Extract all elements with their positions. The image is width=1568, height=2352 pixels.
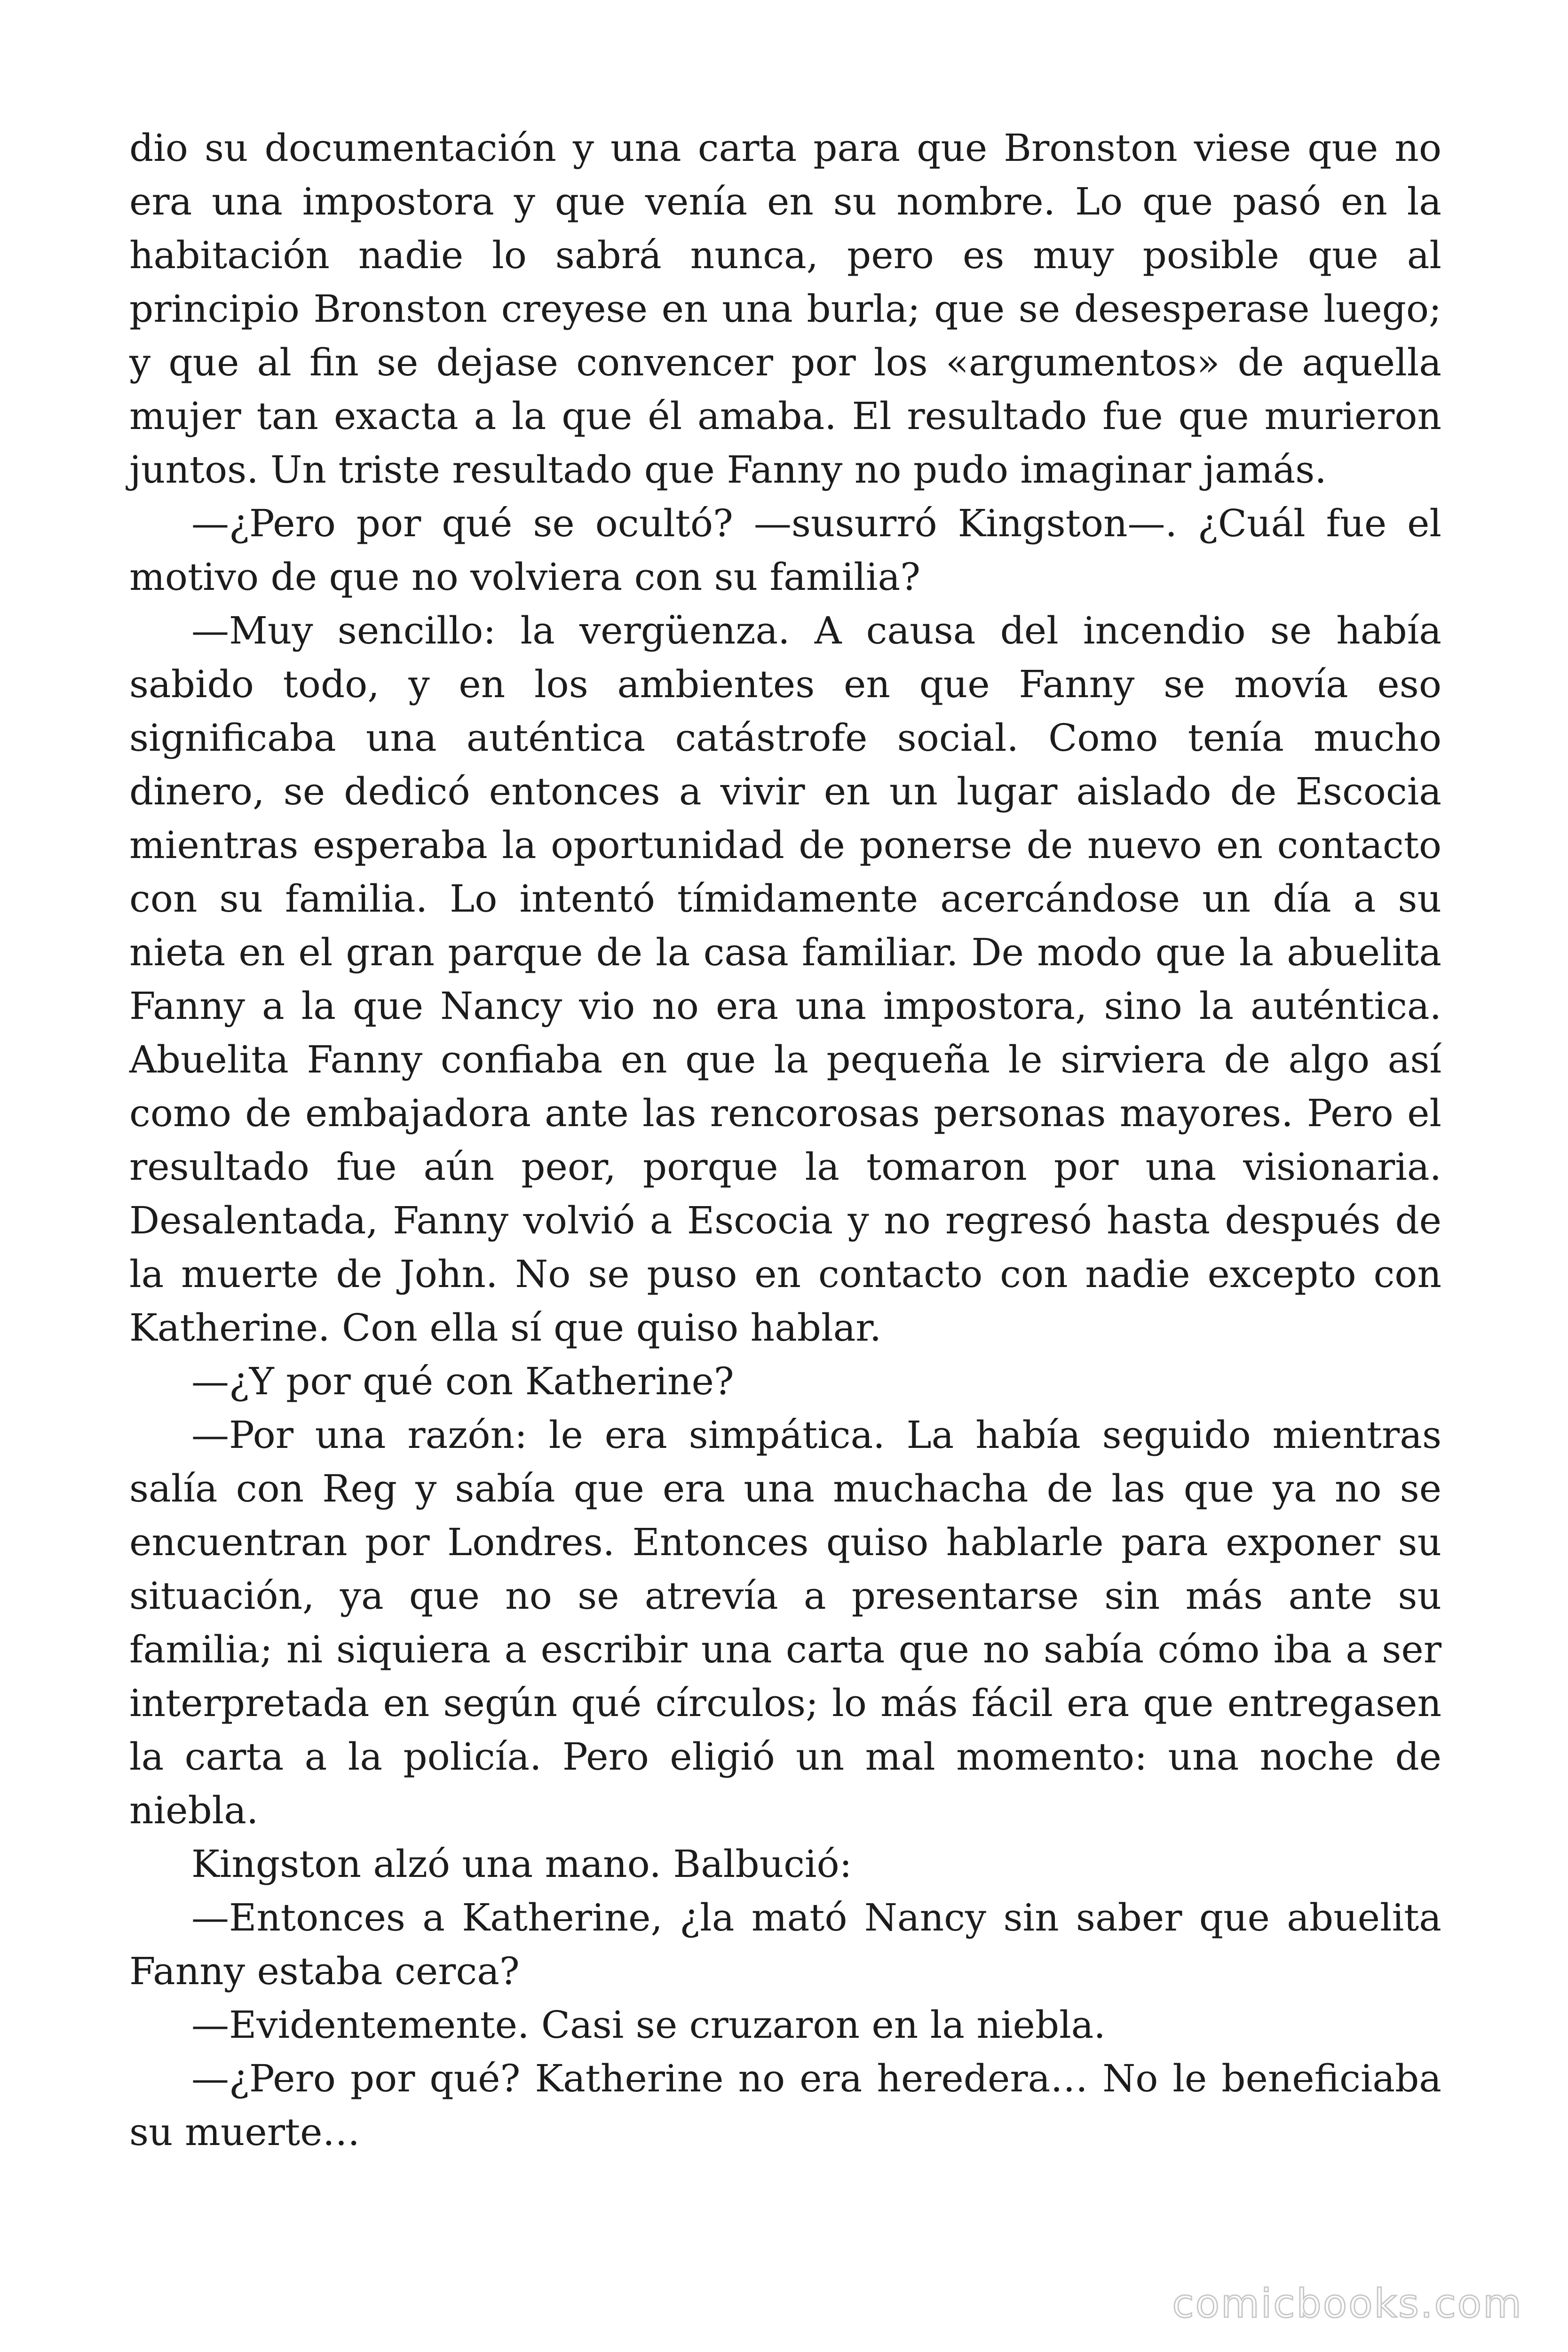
paragraph: —¿Pero por qué se ocultó? —susurró Kingston—. ¿Cuál fue el motivo de que no volviera con su familia? (129, 501, 1441, 599)
paragraph: —Entonces a Katherine, ¿la mató Nancy sin saber que abuelita Fanny estaba cerca? (129, 1896, 1441, 1993)
page-body (129, 121, 1441, 2159)
paragraph: —¿Y por qué con Katherine? (191, 1359, 734, 1403)
paragraph: —Por una razón: le era simpática. La había seguido mientras salía con Reg y sabía que era una muchacha de las que ya no se encuentran por Londres. Entonces quiso hablarle para exponer su situación, ya que no se atrevía a presentarse sin más ante su familia; ni siquiera a escribir una carta que no sabía cómo iba a ser interpretada en según qué círculos; lo más fácil era que entregasen la carta a la policía. Pero eligió un mal momento: una noche de niebla. (129, 1413, 1441, 1832)
watermark: comicbooks.com (1172, 2280, 1523, 2327)
paragraph: —Evidentemente. Casi se cruzaron en la niebla. (191, 2003, 1106, 2047)
paragraph: Kingston alzó una mano. Balbució: (191, 1842, 852, 1886)
paragraph: dio su documentación y una carta para que Bronston viese que no era una impostora y que venía en su nombre. Lo que pasó en la habitación nadie lo sabrá nunca, pero es muy posible que al principio Bronston creyese en una burla; que se desesperase luego; y que al fin se dejase convencer por los «argumentos» de aquella mujer tan exacta a la que él amaba. El resultado fue que murieron juntos. Un triste resultado que Fanny no pudo imaginar jamás. (129, 126, 1441, 492)
paragraph: —Muy sencillo: la vergüenza. A causa del incendio se había sabido todo, y en los ambientes en que Fanny se movía eso significaba una auténtica catástrofe social. Como tenía mucho dinero, se dedicó entonces a vivir en un lugar aislado de Escocia mientras esperaba la oportunidad de ponerse de nuevo en contacto con su familia. Lo intentó tímidamente acercándose un día a su nieta en el gran parque de la casa familiar. De modo que la abuelita Fanny a la que Nancy vio no era una impostora, sino la auténtica. Abuelita Fanny confiaba en que la pequeña le sirviera de algo así como de embajadora ante las rencorosas personas mayores. Pero el resultado fue aún peor, porque la tomaron por una visionaria. Desalentada, Fanny volvió a Escocia y no regresó hasta después de la muerte de John. No se puso en contacto con nadie excepto con Katherine. Con ella sí que quiso hablar. (129, 609, 1441, 1350)
paragraph: —¿Pero por qué? Katherine no era heredera… No le beneficiaba su muerte… (129, 2057, 1441, 2154)
